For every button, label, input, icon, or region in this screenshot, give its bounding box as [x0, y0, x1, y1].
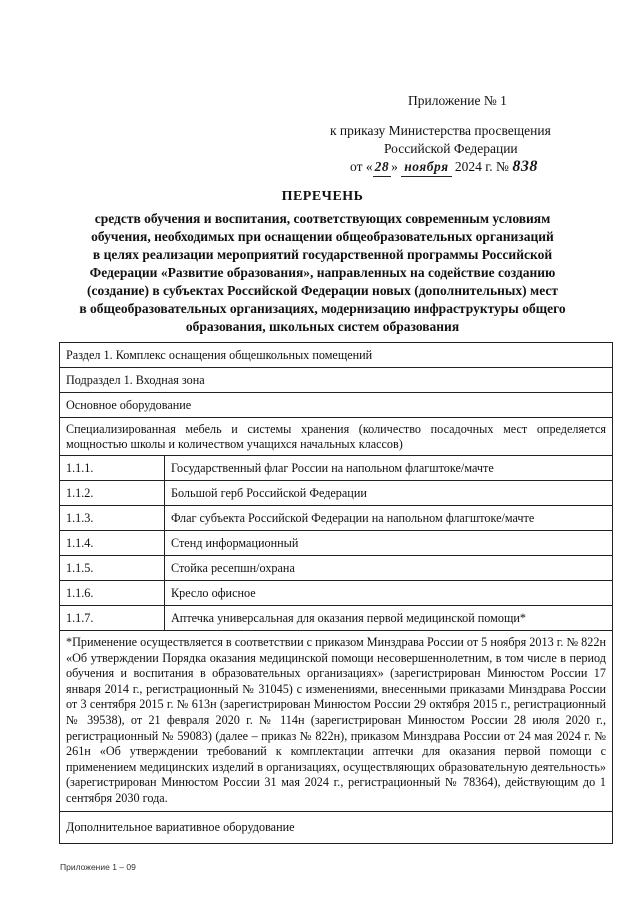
table-row	[60, 506, 613, 531]
basic-equipment-heading: Основное оборудование	[60, 393, 613, 418]
equipment-table	[59, 342, 613, 844]
table-row	[60, 606, 613, 631]
document-title	[55, 188, 590, 336]
item-number: 1.1.7.	[60, 606, 165, 631]
additional-equipment-heading: Дополнительное вариативное оборудование	[60, 811, 613, 843]
item-name: Государственный флаг России на напольном флагштоке/мачте	[165, 456, 613, 481]
item-number: 1.1.5.	[60, 556, 165, 581]
footnote-text: *Применение осуществляется в соответствии с приказом Минздрава России от 5 ноября 2013 г. № 822н «Об утверждении Порядка оказания медицинской помощи несовершеннолетним, в том числе в период обучения и воспитания в образовательных организациях» (зарегистрирован Минюстом России 17 января 2014 г., регистрационный № 31045) с изменениями, внесенными приказами Минздрава России от 3 сентября 2015 г. № 613н (зарегистрирован Минюстом России 29 октября 2015 г., регистрационный № 39538), от 21 февраля 2020 г. № 114н (зарегистрирован Минюстом России 28 июля 2020 г., регистрационный № 59083) (далее – приказ № 822н), приказом Минздрава России от 24 мая 2024 г. № 261н «Об утверждении требований к комплектации аптечки для оказания первой помощи с применением медицинских изделий в организациях, осуществляющих образовательную деятельность» (зарегистрирован Минюстом России 31 мая 2024 г., регистрационный № 78364), действующим до 1 сентября 2030 года.	[60, 631, 613, 812]
table-row	[60, 811, 613, 843]
appendix-label: Приложение № 1	[408, 93, 507, 108]
title-line-6: в общеобразовательных организациях, модернизацию инфраструктуры общего	[79, 301, 566, 316]
order-reference-line-1: к приказу Министерства просвещения	[330, 123, 551, 138]
item-number: 1.1.2.	[60, 481, 165, 506]
item-name: Аптечка универсальная для оказания первой медицинской помощи*	[165, 606, 613, 631]
order-date-line	[350, 158, 538, 177]
table-row	[60, 393, 613, 418]
table-row	[60, 343, 613, 368]
date-mid: »	[391, 159, 398, 174]
order-reference-line-2: Российской Федерации	[384, 141, 518, 156]
item-number: 1.1.3.	[60, 506, 165, 531]
title-main: ПЕРЕЧЕНЬ	[281, 189, 364, 204]
table-row	[60, 631, 613, 812]
title-line-7: образования, школьных систем образования	[185, 319, 460, 334]
handwritten-day: 28	[373, 158, 392, 177]
table-row	[60, 368, 613, 393]
handwritten-month: ноября	[401, 158, 451, 177]
table-row	[60, 456, 613, 481]
table-row	[60, 556, 613, 581]
table-row	[60, 531, 613, 556]
date-year: 2024 г. №	[454, 159, 509, 174]
table-row	[60, 418, 613, 456]
section-heading: Раздел 1. Комплекс оснащения общешкольных помещений	[60, 343, 613, 368]
item-name: Флаг субъекта Российской Федерации на напольном флагштоке/мачте	[165, 506, 613, 531]
table-row	[60, 581, 613, 606]
title-line-4: Федерации «Развитие образования», направленных на содействие созданию	[89, 265, 556, 280]
item-name: Стойка ресепшн/охрана	[165, 556, 613, 581]
item-number: 1.1.1.	[60, 456, 165, 481]
item-name: Стенд информационный	[165, 531, 613, 556]
date-prefix: от «	[350, 159, 373, 174]
title-line-3: в целях реализации мероприятий государственной программы Российской	[92, 247, 553, 262]
category-heading: Специализированная мебель и системы хранения (количество посадочных мест определяется мощностью школы и количеством учащихся начальных классов)	[60, 418, 613, 456]
page-footer: Приложение 1 – 09	[60, 862, 136, 872]
title-line-2: обучения, необходимых при оснащении общеобразовательных организаций	[91, 229, 554, 244]
item-name: Кресло офисное	[165, 581, 613, 606]
title-line-1: средств обучения и воспитания, соответствующих современным условиям	[94, 211, 551, 226]
item-number: 1.1.6.	[60, 581, 165, 606]
handwritten-order-number: 838	[512, 158, 538, 175]
title-line-5: (создание) в субъектах Российской Федерации новых (дополнительных) мест	[86, 283, 559, 298]
subsection-heading: Подраздел 1. Входная зона	[60, 368, 613, 393]
item-name: Большой герб Российской Федерации	[165, 481, 613, 506]
item-number: 1.1.4.	[60, 531, 165, 556]
table-row	[60, 481, 613, 506]
